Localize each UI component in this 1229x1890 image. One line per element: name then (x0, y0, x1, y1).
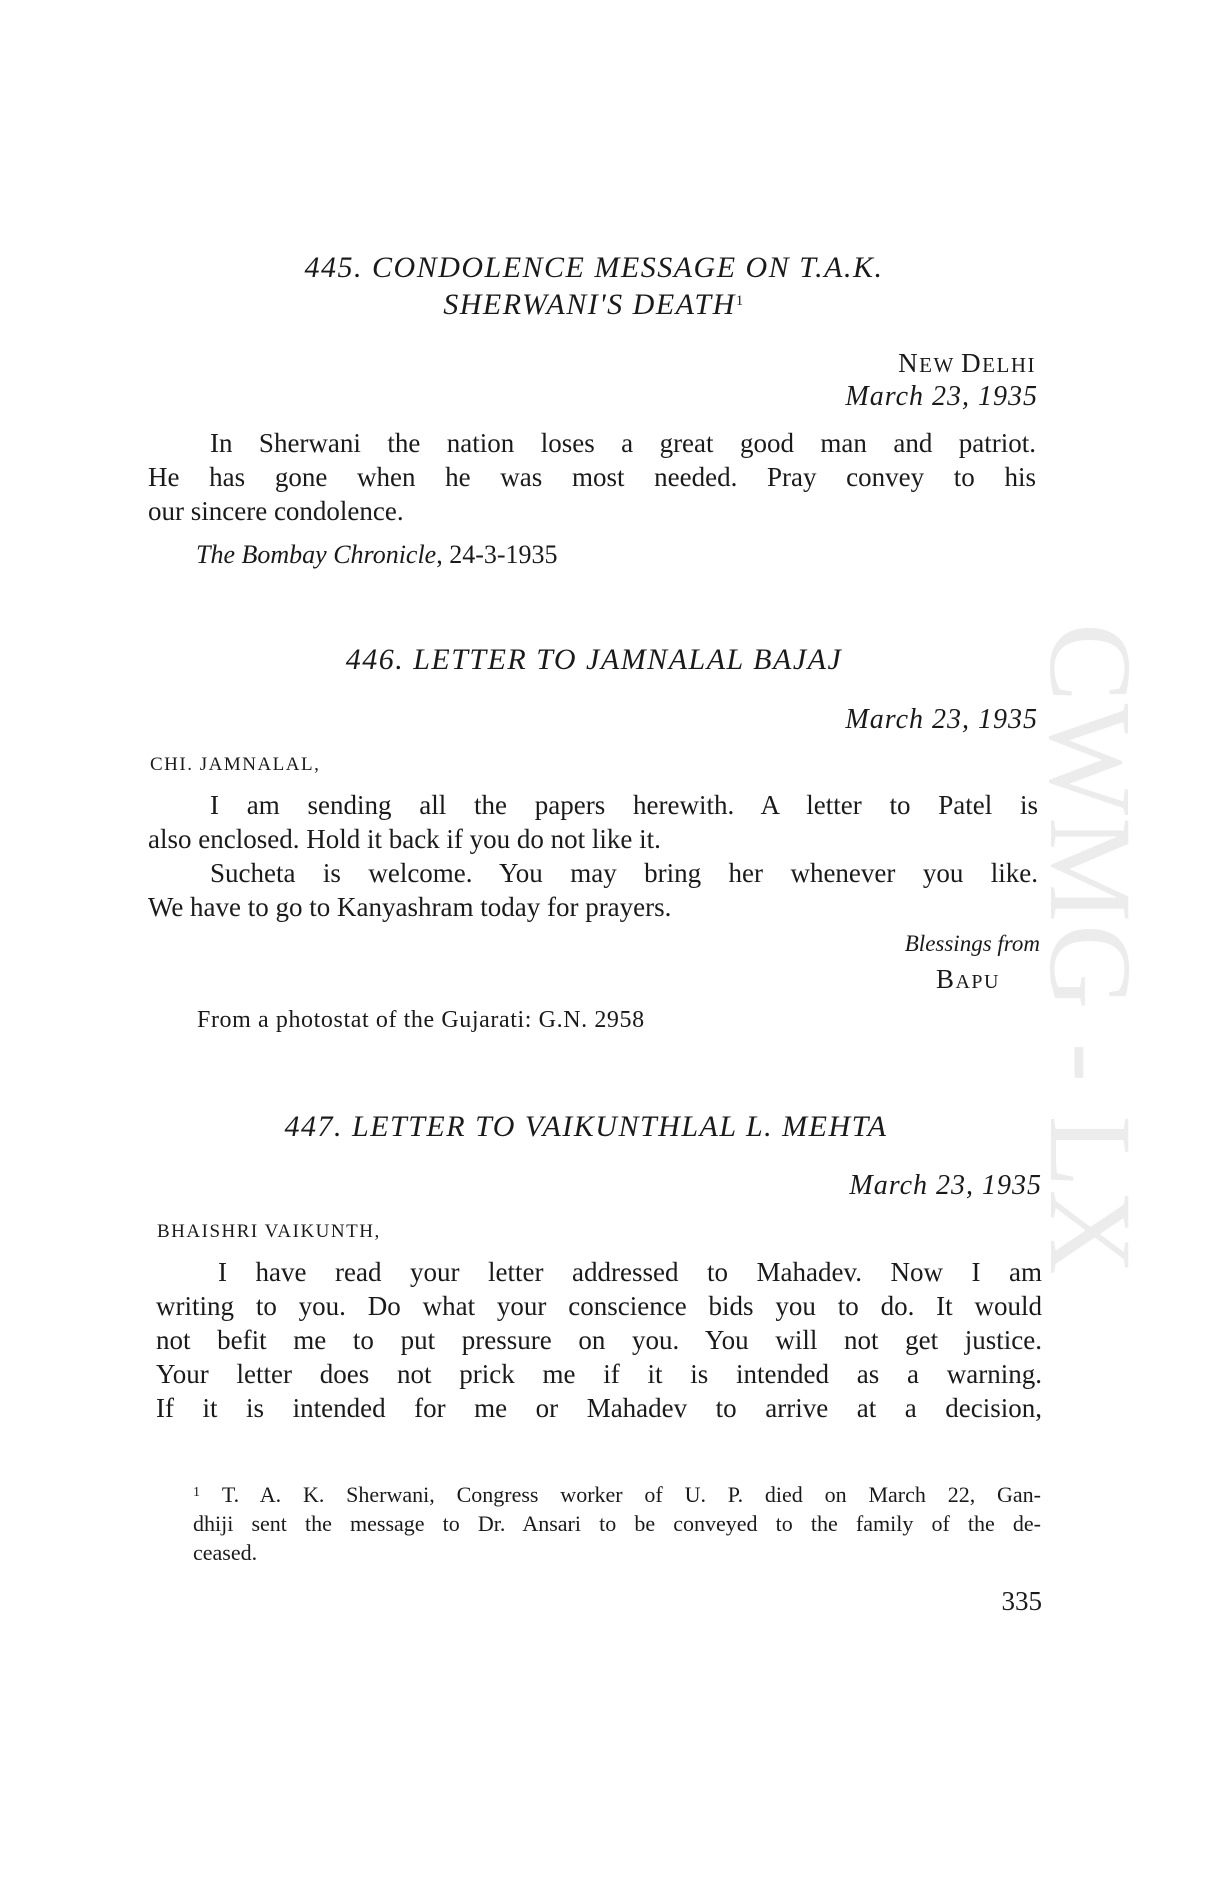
footnote-line: ceased. (193, 1540, 258, 1565)
footnote-ref: 1 (735, 293, 745, 309)
section-445-line: In Sherwani the nation loses a great good man and patriot. (210, 428, 1036, 458)
section-447-line: If it is intended for me or Mahadev to arrive at a decision, (156, 1393, 1042, 1423)
section-446-date: March 23, 1935 (845, 704, 1038, 735)
section-447-line: Your letter does not prick me if it is intended as a warning. (156, 1359, 1042, 1389)
footnote-line: dhiji sent the message to Dr. Ansari to be conveyed to the family of the de- (193, 1511, 1041, 1536)
page-number: 335 (1001, 1586, 1042, 1616)
section-446-salutation: CHI. JAMNALAL, (150, 754, 321, 775)
section-446-source: From a photostat of the Gujarati: G.N. 2958 (197, 1007, 645, 1033)
section-445-heading-line2: SHERWANI'S DEATH$^1$ (443, 288, 745, 321)
section-447-heading: 447. LETTER TO VAIKUNTHLAL L. MEHTA (284, 1110, 888, 1143)
section-446-heading: 446. LETTER TO JAMNALAL BAJAJ (345, 643, 843, 676)
section-445-heading-line1: 445. CONDOLENCE MESSAGE ON T.A.K. (304, 251, 884, 284)
section-445-source: The Bombay Chronicle, 24-3-1935 (196, 540, 558, 569)
section-446-closing: Blessings from (904, 931, 1040, 956)
section-445-place: NEW DELHI (898, 348, 1036, 378)
section-446-line: also enclosed. Hold it back if you do not like it. (148, 824, 661, 854)
section-447-line: not befit me to put pressure on you. You will not get justice. (156, 1325, 1042, 1355)
section-447-salutation: BHAISHRI VAIKUNTH, (157, 1221, 381, 1242)
section-446-line: We have to go to Kanyashram today for prayers. (148, 892, 672, 922)
section-445-date: March 23, 1935 (845, 381, 1038, 412)
section-447-line: I have read your letter addressed to Mahadev. Now I am (218, 1257, 1042, 1287)
section-447-date: March 23, 1935 (849, 1170, 1042, 1201)
footnote-line: $^1$ T. A. K. Sherwani, Congress worker of U. P. died on March 22, Gan- (193, 1482, 1041, 1507)
footnote-marker: 1 (193, 1485, 200, 1500)
section-447-line: writing to you. Do what your conscience bids you to do. It would (156, 1291, 1042, 1321)
section-446-line: I am sending all the papers herewith. A letter to Patel is (210, 790, 1038, 820)
section-446-line: Sucheta is welcome. You may bring her whenever you like. (210, 858, 1038, 888)
section-445-line: our sincere condolence. (148, 496, 404, 526)
watermark: CWMG - LX (1025, 623, 1156, 1277)
section-445-line: He has gone when he was most needed. Pray convey to his (148, 462, 1036, 492)
section-446-signature: BAPU (935, 964, 1000, 994)
